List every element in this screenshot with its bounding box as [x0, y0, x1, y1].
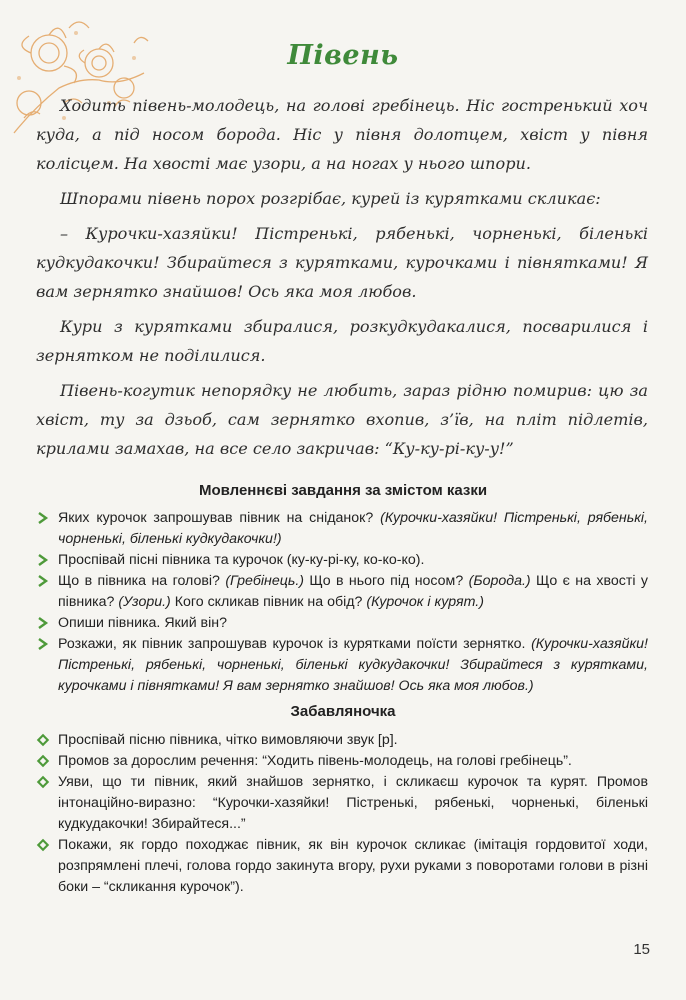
chevron-right-icon: [36, 616, 50, 630]
task-text: Опиши півника. Який він?: [58, 615, 227, 631]
task-text: Що в нього під носом?: [304, 573, 469, 589]
story-paragraph: – Курочки-хазяйки! Пістренькі, рябенькі, чорненькі, біленькі кудкудакочки! Збирайтеся з курятками, курочками і півнятками! Я вам зернятко знайшов! Ось яка моя любов.: [36, 224, 648, 301]
tasks-list: [36, 508, 648, 697]
list-item: [36, 613, 648, 634]
task-text: Яких курочок запрошував півник на сніданок?: [58, 510, 381, 526]
list-item: [36, 634, 648, 697]
fun-text: Промов за дорослим речення: “Ходить півень-молодець, на голові гребінець”.: [58, 753, 572, 769]
task-answer: (Узори.): [118, 594, 171, 610]
story-text: [36, 91, 648, 469]
page-number: 15: [633, 941, 650, 958]
task-answer: (Курочки-хазяйки! Пістренькі, рябенькі, чорненькі, біленькі кудкудакочки! Збирайтеся з курятками, курочками і півнятками! Я вам зернятко знайшов! Ось яка моя любов.): [58, 636, 648, 694]
story-paragraph: Кури з курятками збиралися, розкудкудакалися, посварилися і зернятком не поділилися.: [36, 317, 648, 365]
fun-text: Уяви, що ти півник, який знайшов зернятко, і скликаєш курочок та курят. Промов інтонаційно-виразно: “Курочки-хазяйки! Пістренькі, рябенькі, чорненькі, біленькі кудкудакочки! Збирайтеся...”: [58, 774, 648, 832]
chevron-right-icon: [36, 637, 50, 651]
task-answer: (Курочки-хазяйки! Пістренькі, рябенькі, чорненькі, біленькі кудкудакочки!): [58, 510, 648, 547]
task-answer: (Гребінець.): [225, 573, 304, 589]
diamond-bullet-icon: [36, 838, 50, 852]
chevron-right-icon: [36, 553, 50, 567]
task-text: Що в півника на голові?: [58, 573, 226, 589]
list-item: [36, 730, 648, 751]
list-item: [36, 772, 648, 835]
fun-text: Покажи, як гордо походжає півник, як він курочок скликає (імітація гордовитої ходи, розпрямлені плечі, голова гордо закинута вгору, рухи руками з поворотами голови в різні боки – “скликання курочок”).: [58, 837, 648, 895]
diamond-bullet-icon: [36, 754, 50, 768]
list-item: [36, 550, 648, 571]
task-text: Проспівай пісні півника та курочок (ку-ку-рі-ку, ко-ко-ко).: [58, 552, 425, 568]
task-answer: (Борода.): [468, 573, 531, 589]
tasks-heading: Мовленнєві завдання за змістом казки: [198, 482, 488, 499]
task-text: Кого скликав півник на обід?: [170, 594, 367, 610]
fun-heading: Забавляночка: [290, 703, 396, 720]
task-text: Що є на хвості у півника?: [58, 573, 648, 610]
diamond-bullet-icon: [36, 775, 50, 789]
task-answer: (Курочок і курят.): [366, 594, 484, 610]
task-text: Розкажи, як півник запрошував курочок із курятками поїсти зернятко.: [58, 636, 532, 652]
list-item: [36, 571, 648, 613]
story-paragraph: Ходить півень-молодець, на голові гребінець. Ніс гостренький хоч куда, а під носом борода. Ніс у півня долотцем, хвіст у півня колісцем. На хвості має узори, а на ногах у нього шпори.: [36, 96, 648, 173]
story-paragraph: Півень-когутик непорядку не любить, зараз рідню помирив: цю за хвіст, ту за дзьоб, сам зернятко вхопив, з’їв, на пліт підлетів, крилами замахав, на все село закричав: “Ку-ку-рі-ку-у!”: [36, 381, 648, 458]
list-item: [36, 508, 648, 550]
story-paragraph: Шпорами півень порох розгрібає, курей із курятками скликає:: [60, 189, 601, 208]
fun-text: Проспівай пісню півника, чітко вимовляючи звук [р].: [58, 732, 398, 748]
list-item: [36, 835, 648, 898]
diamond-bullet-icon: [36, 733, 50, 747]
fun-list: [36, 730, 648, 898]
list-item: [36, 751, 648, 772]
chevron-right-icon: [36, 574, 50, 588]
chevron-right-icon: [36, 511, 50, 525]
page-title: Півень: [287, 40, 399, 71]
